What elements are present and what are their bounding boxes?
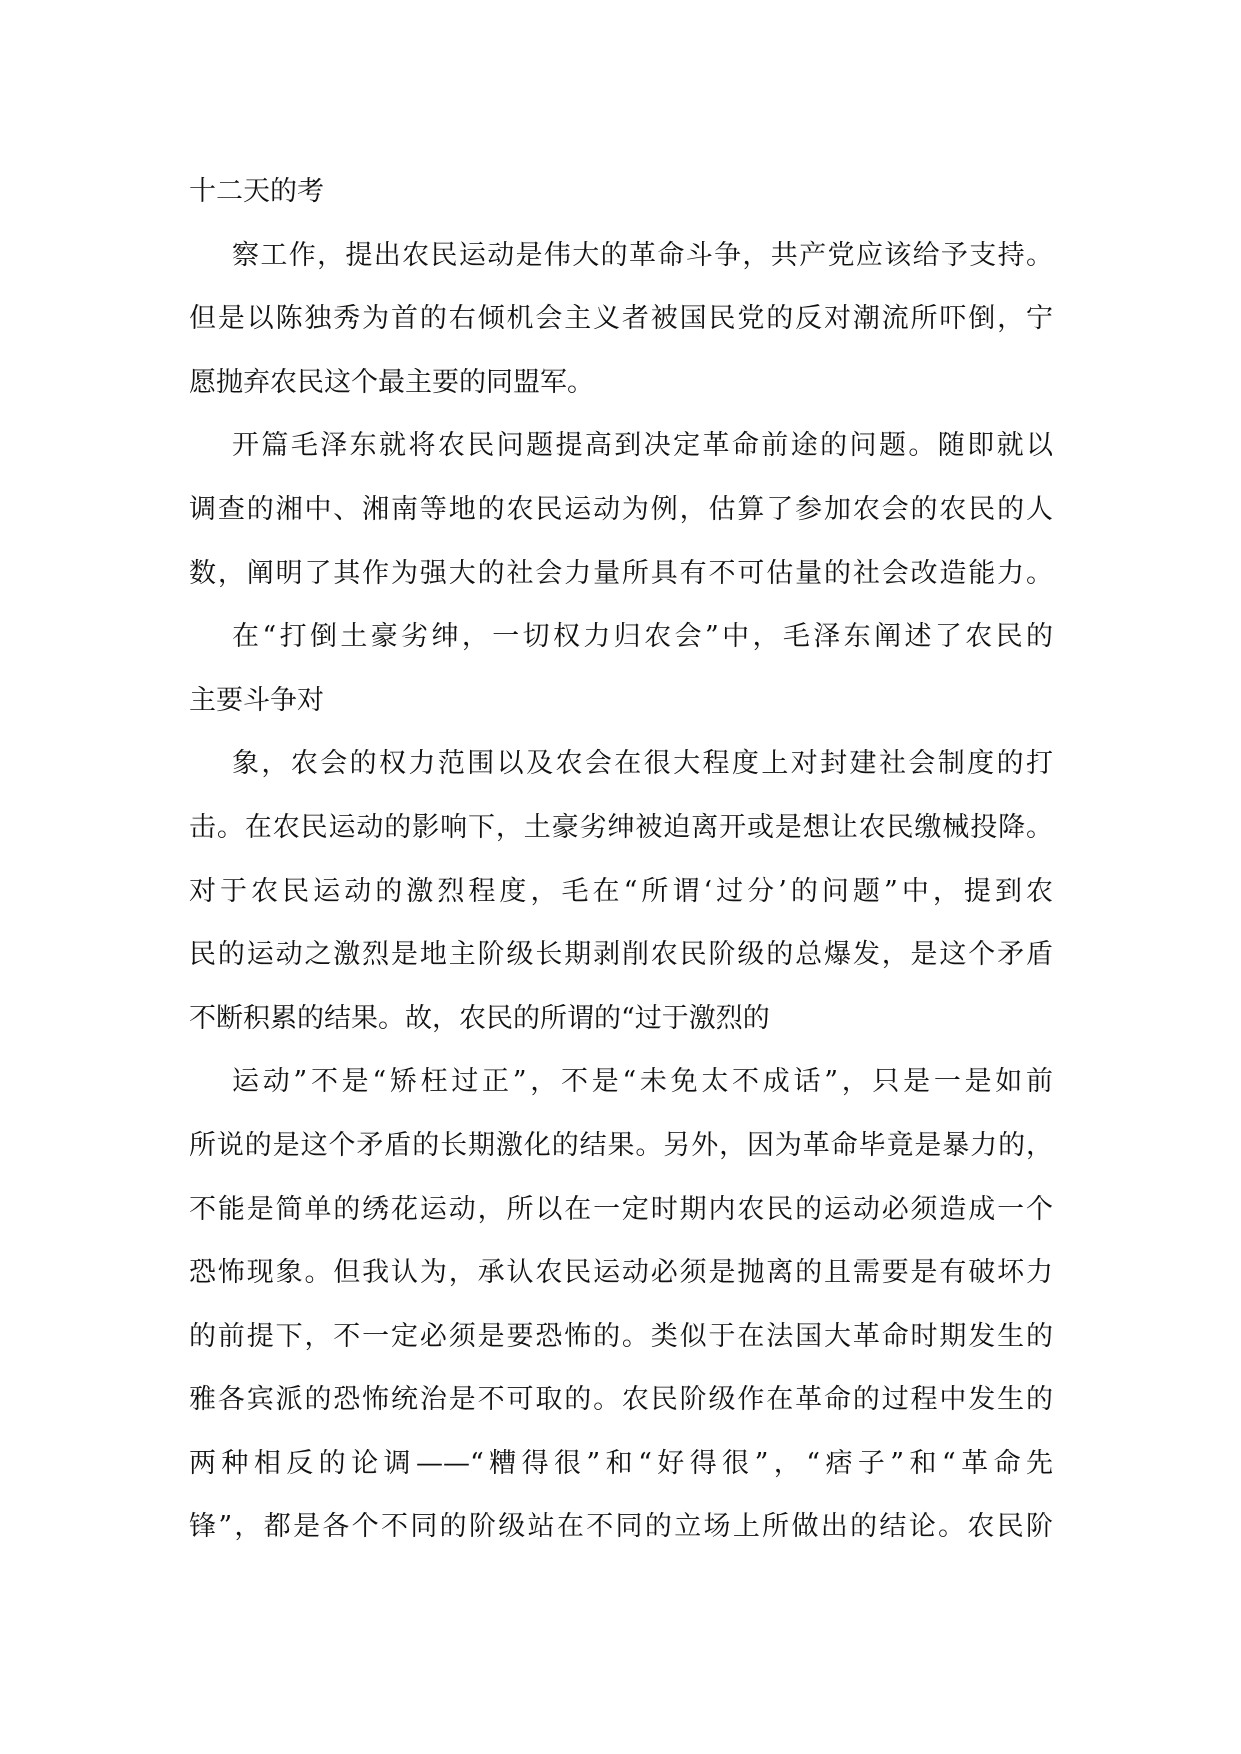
text-line: 主要斗争对	[189, 684, 324, 716]
text-line: 察工作，提出农民运动是伟大的革命斗争，共产党应该给予支持。	[232, 239, 1053, 271]
text-line: 十二天的考	[189, 176, 324, 207]
text-line: 击。在农民运动的影响下，土豪劣绅被迫离开或是想让农民缴械投降。	[189, 811, 1053, 843]
text-line: 所说的是这个矛盾的长期激化的结果。另外，因为革命毕竟是暴力的，	[189, 1129, 1053, 1161]
text-line: 在“打倒土豪劣绅，一切权力归农会”中，毛泽东阐述了农民的	[232, 621, 1053, 653]
text-line: 两种相反的论调——“糟得很”和“好得很”，“痞子”和“革命先	[189, 1447, 1053, 1479]
text-line: 雅各宾派的恐怖统治是不可取的。农民阶级作在革命的过程中发生的	[189, 1384, 1053, 1416]
text-line: 不断积累的结果。故，农民的所谓的“过于激烈的	[189, 1002, 770, 1034]
text-line: 数，阐明了其作为强大的社会力量所具有不可估量的社会改造能力。	[189, 557, 1053, 589]
text-line: 锋”，都是各个不同的阶级站在不同的立场上所做出的结论。农民阶	[189, 1511, 1053, 1543]
text-line: 对于农民运动的激烈程度，毛在“所谓‘过分’的问题”中，提到农	[189, 875, 1053, 907]
text-line: 调查的湘中、湘南等地的农民运动为例，估算了参加农会的农民的人	[189, 493, 1053, 525]
document-body-text	[189, 160, 1053, 1559]
text-line: 的前提下，不一定必须是要恐怖的。类似于在法国大革命时期发生的	[189, 1320, 1053, 1352]
text-line: 恐怖现象。但我认为，承认农民运动必须是抛离的且需要是有破坏力	[189, 1257, 1053, 1289]
text-line: 愿抛弃农民这个最主要的同盟军。	[189, 366, 594, 398]
text-line: 象，农会的权力范围以及农会在很大程度上对封建社会制度的打	[232, 748, 1053, 780]
text-line: 民的运动之激烈是地主阶级长期剥削农民阶级的总爆发，是这个矛盾	[189, 939, 1053, 971]
text-line: 不能是简单的绣花运动，所以在一定时期内农民的运动必须造成一个	[189, 1193, 1053, 1225]
text-line: 但是以陈独秀为首的右倾机会主义者被国民党的反对潮流所吓倒，宁	[189, 303, 1053, 335]
text-line: 运动”不是“矫枉过正”，不是“未免太不成话”，只是一是如前	[232, 1066, 1053, 1098]
text-line: 开篇毛泽东就将农民问题提高到决定革命前途的问题。随即就以	[232, 430, 1053, 462]
